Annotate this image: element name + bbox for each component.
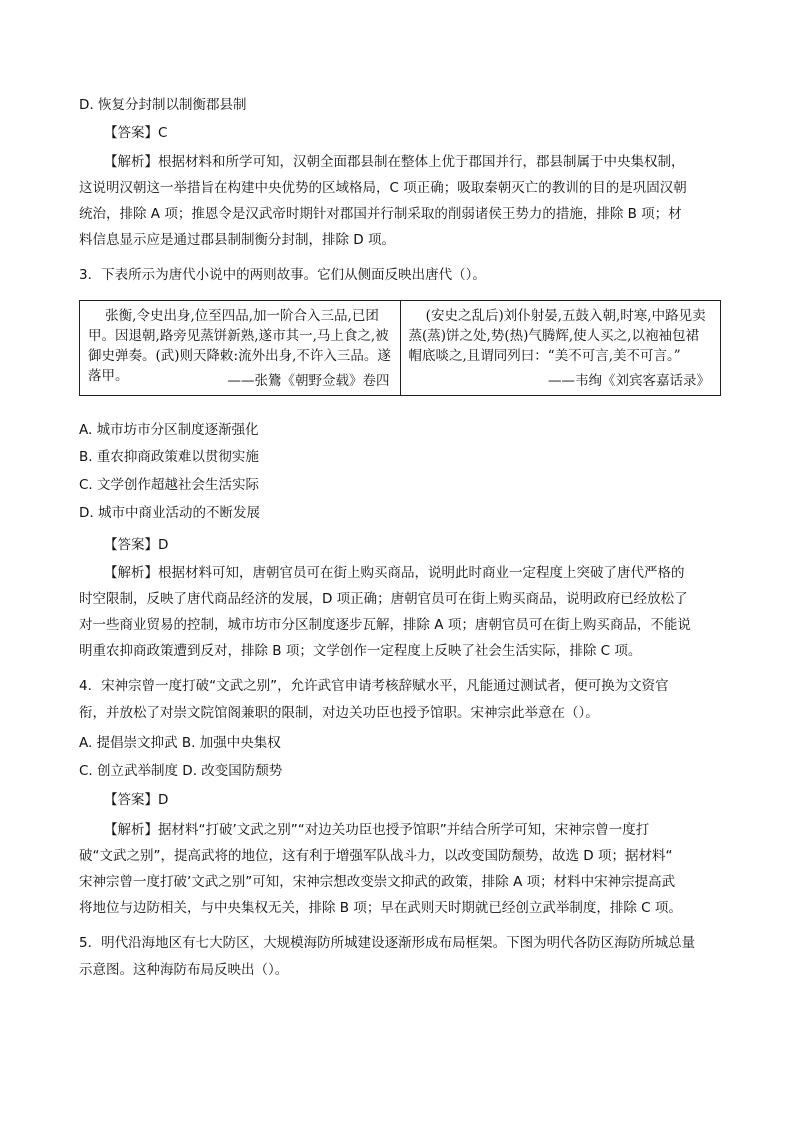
q3-answer: 【答案】D: [104, 537, 169, 553]
q3-quote-right: [400, 301, 721, 395]
q2-option-d: D. 恢复分封制以制衡郡县制: [79, 97, 247, 113]
q2-analysis-line-3: 统治，排除 A 项；推恩令是汉武帝时期针对郡国并行制采取的削弱诸侯王势力的措施，排除 B 项；材: [79, 206, 682, 222]
q4-analysis-line-2: 破“文武之别”，提高武将的地位，这有利于增强军队战斗力，以改变国防颓势，故选 D 项；据材料“: [79, 848, 673, 864]
q3-analysis-line-2: 时空限制，反映了唐代商品经济的发展，D 项正确；唐朝官员可在街上购买商品，说明政府已经放松了: [79, 591, 688, 607]
q2-answer: 【答案】C: [104, 125, 168, 141]
q3-analysis-line-4: 明重农抑商政策遭到反对，排除 B 项；文学创作一定程度上反映了社会生活实际，排除 C 项。: [79, 643, 642, 659]
q4-options-line-1: A. 提倡崇文抑武 B. 加强中央集权: [79, 735, 281, 751]
q3-option-b: B. 重农抑商政策难以贯彻实施: [79, 449, 259, 465]
q3-option-a: A. 城市坊市分区制度逐渐强化: [79, 422, 259, 438]
q2-analysis-line-1: 【解析】根据材料和所学可知，汉朝全面郡县制在整体上优于郡国并行，郡县制属于中央集权制，: [104, 154, 685, 170]
q3-quote-left-source: ——张鷟《朝野佥载》卷四: [227, 373, 390, 389]
q3-analysis-line-3: 对一些商业贸易的控制，城市坊市分区制度逐步瓦解，排除 A 项；唐朝官员可在街上购买商品，不能说: [79, 617, 691, 633]
q2-analysis-line-2: 这说明汉朝这一举措旨在构建中央优势的区域格局，C 项正确；吸取秦朝灭亡的教训的目的是巩固汉朝: [79, 180, 687, 196]
q5-stem-line-2: 示意图。这种海防布局反映出（）。: [79, 962, 289, 978]
q4-analysis-line-4: 将地位与边防相关，与中央集权无关，排除 B 项；早在武则天时期就已经创立武举制度，排除 C 项。: [79, 900, 682, 916]
q4-answer: 【答案】D: [104, 792, 169, 808]
q3-quote-right-source: ——韦绚《刘宾客嘉话录》: [548, 373, 710, 389]
q4-analysis-line-3: 宋神宗曾一度打破’文武之别”可知，宋神宗想改变崇文抑武的政策，排除 A 项；材料中宋神宗提高武: [79, 874, 676, 890]
q3-option-c: C. 文学创作超越社会生活实际: [79, 477, 260, 493]
q2-analysis-line-4: 料信息显示应是通过郡县制制衡分封制，排除 D 项。: [79, 232, 395, 248]
q4-stem-line-1: 4．宋神宗曾一度打破“文武之别”，允许武官申请考核辞赋水平，凡能通过测试者，便可换为文资官: [79, 678, 669, 694]
q3-quote-table: [79, 300, 721, 396]
q4-options-line-2: C. 创立武举制度 D. 改变国防颓势: [79, 763, 283, 779]
q3-analysis-line-1: 【解析】根据材料可知，唐朝官员可在街上购买商品，说明此时商业一定程度上突破了唐代严格的: [104, 565, 685, 581]
q5-stem-line-1: 5．明代沿海地区有七大防区，大规模海防所城建设逐渐形成布局框架。下图为明代各防区海防所城总量: [79, 935, 696, 951]
q4-analysis-line-1: 【解析】据材料“打破’文武之别”“对边关功臣也授予馆职”并结合所学可知，宋神宗曾一度打: [104, 822, 650, 838]
q3-quote-left: [80, 301, 400, 395]
q3-option-d: D. 城市中商业活动的不断发展: [79, 505, 260, 521]
q4-stem-line-2: 衔，并放松了对崇文院馆阁兼职的限制，对边关功臣也授予馆职。宋神宗此举意在（）。: [79, 705, 599, 721]
q3-quote-left-text: 张衡,令史出身,位至四品,加一阶合入三品,已团甲。因退朝,路旁见蒸饼新熟,遂市其一,马上食之,被御史弹奏。(武)则天降敕:流外出身,不许入三品。遂落甲。: [88, 308, 391, 384]
q3-stem: 3．下表所示为唐代小说中的两则故事。它们从侧面反映出唐代（）。: [79, 267, 486, 283]
q3-quote-right-text: (安史之乱后)刘仆射晏,五鼓入朝,时寒,中路见卖蒸(蒸)饼之处,势(热)气腾辉,使人买之,以袍袖包裙帽底啖之,且谓同列曰：“美不可言,美不可言。”: [408, 308, 706, 364]
